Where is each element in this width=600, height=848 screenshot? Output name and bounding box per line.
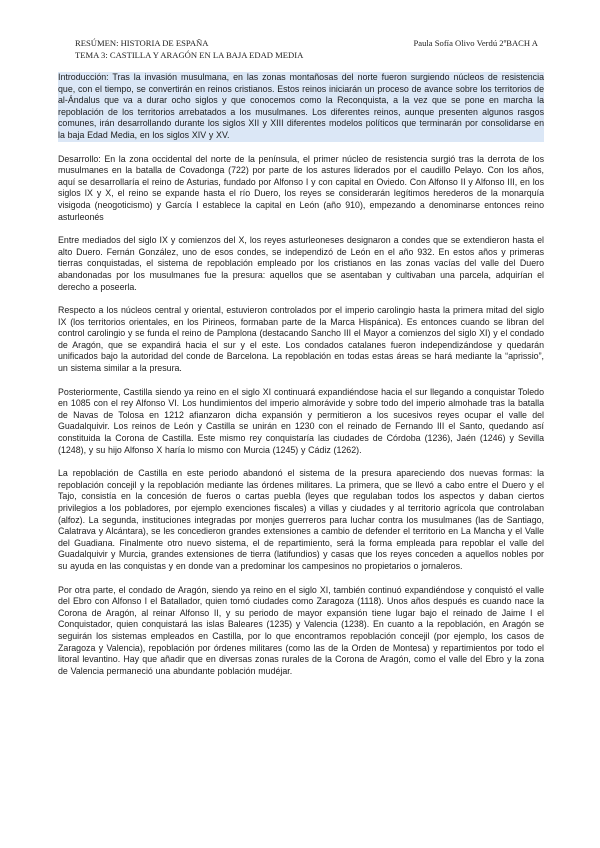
paragraph-aragon: Por otra parte, el condado de Aragón, siendo ya reino en el siglo XI, también continuó expandiéndose y conquistó el valle del Ebro con Alfonso I el Batallador, quien tomó ciudades como Zaragoza (1118). Unos años después es cuando nace la Corona de Aragón, al reinar Alfonso II, y su periodo de mayor expansión tiene lugar bajo el reinado de Jaime I el Conquistador, quien conquistará las islas Baleares (1235) y Valencia (1238). En cuanto a la repoblación, en Aragón se seguirán los sistemas empleados en Castilla, por lo que encontramos repoblación concejil (por ejemplo, los casos de Zaragoza y Valencia), repoblación por órdenes militares (como las de la Orden de Montesa) y repartimientos por todo el litoral levantino. Hay que añadir que en diversas zonas rurales de la Corona de Aragón, como el valle del Ebro y la zona de Valencia permaneció una abundante población mudéjar.	[58, 584, 544, 676]
paragraph-introduccion: Introducción: Tras la invasión musulmana, en las zonas montañosas del norte fueron surgiendo núcleos de resistencia que, con el tiempo, se convertirán en reinos cristianos. Estos reinos iniciarán un proceso de avance sobre los territorios de al-Ándalus que va a durar ocho siglos y que conocemos como la Reconquista, a la vez que se pone en marcha la repoblación de los territorios arrebatados a los musulmanes. Los diferentes reinos, aunque presenten algunos rasgos comunes, irán desarrollando durante los siglos XII y XIII diferentes modelos políticos que terminarán por consolidarse en la baja Edad Media, en los siglos XIV y XV.	[58, 72, 544, 140]
paragraph-condes-presura: Entre mediados del siglo IX y comienzos del X, los reyes asturleoneses designaron a condes que se extendieron hasta el alto Duero. Fernán González, uno de esos condes, se independizó de León en el año 932. En estos años y primeras tierras conquistadas, el sistema de repoblación empleado por los cristianos en las zonas vacías del valle del Duero abandonadas por los musulmanes fue la presura: aquellos que se asentaban y cultivaban una parcela, adquirían el derecho a poseerla.	[58, 235, 544, 292]
document-body	[58, 72, 544, 677]
header-left	[75, 37, 303, 61]
paragraph-castilla-expansion: Posteriormente, Castilla siendo ya reino en el siglo XI continuará expandiéndose hacia el sur llegando a conquistar Toledo en 1085 con el rey Alfonso VI. Los hundimientos del imperio almorávide y sobre todo del imperio almohade tras la batalla de Navas de Tolosa en 1212 afianzaron dicha expansión y permitieron a los sucesivos reyes ocupar el valle del Guadalquivir. Los reinos de León y Castilla se unirán en 1230 con el reinado de Fernando III el Santo, quedando así constituida la Corona de Castilla. Este mismo rey conquistaría las ciudades de Córdoba (1236), Jaén (1246) y Sevilla (1248), y su hijo Alfonso X haría lo mismo con Murcia (1245) y Cádiz (1262).	[58, 386, 544, 455]
paragraph-desarrollo: Desarrollo: En la zona occidental del norte de la península, el primer núcleo de resistencia surgió tras la derrota de los musulmanes en la batalla de Covadonga (722) por parte de los astures liderados por el caudillo Pelayo. Con los años, aquí se desarrollaría el reino de Asturias, fundado por Alfonso I y con capital en Oviedo. Con Alfonso II y Alfonso III, en los siglos IX y X, el reino se expande hasta el río Duero, los reyes se considerarán legítimos herederos de la monarquía visigoda (neogoticismo) y García I establece la capital en León (año 910), empezando a denominarse entonces reino asturleonés	[58, 153, 544, 222]
paragraph-nucleos-oriental: Respecto a los núcleos central y oriental, estuvieron controlados por el imperio carolingio hasta la primera mitad del siglo IX (los territorios orientales, en los Pirineos, formaban parte de la Marca Hispánica). Es entonces cuando se libran del control carolingio y se funda el reino de Pamplona (destacando Sancho III el Mayor a comienzos del siglo XI) y el condado de Aragón, que se expandirá hacia el sur y el este. Los condados catalanes fueron independizándose y quedarán unificados bajo la autoridad del conde de Barcelona. La repoblación en todas estas áreas se hará mediante la “aprissio”, un sistema similar a la presura.	[58, 305, 544, 374]
paragraph-repoblacion-castilla: La repoblación de Castilla en este periodo abandonó el sistema de la presura apareciendo dos nuevas formas: la repoblación concejil y la repoblación mediante las órdenes militares. La primera, que se llevó a cabo entre el Duero y el Tajo, consistía en la concesión de fueros o cartas puebla (leyes que regulaban todos los aspectos y daban ciertos privilegios a los pobladores, por ejemplo exenciones fiscales) a villas y ciudades y al territorio agrícola que controlaban (alfoz). La segunda, instituciones integradas por monjes guerreros para luchar contra los musulmanes (las de Santiago, Calatrava y Alcántara), se les concedieron grandes extensiones a cambio de defender el territorio en La Mancha y el Valle del Guadiana. Finalmente otro nuevo sistema, el de repartimiento, será la forma empleada para repoblar el valle del Guadalquivir y Murcia, grandes extensiones de tierra (latifundios) y casas que los reyes conceden a aquellos nobles por su ayuda en las conquistas y en donde van a predominar los campesinos no propietarios o jornaleros.	[58, 468, 544, 571]
header-topic: TEMA 3: CASTILLA Y ARAGÓN EN LA BAJA EDAD MEDIA	[75, 50, 304, 60]
header-author: Paula Sofía Olivo Verdú 2ºBACH A	[413, 38, 538, 48]
header-subject: RESÚMEN: HISTORIA DE ESPAÑA	[75, 38, 209, 48]
